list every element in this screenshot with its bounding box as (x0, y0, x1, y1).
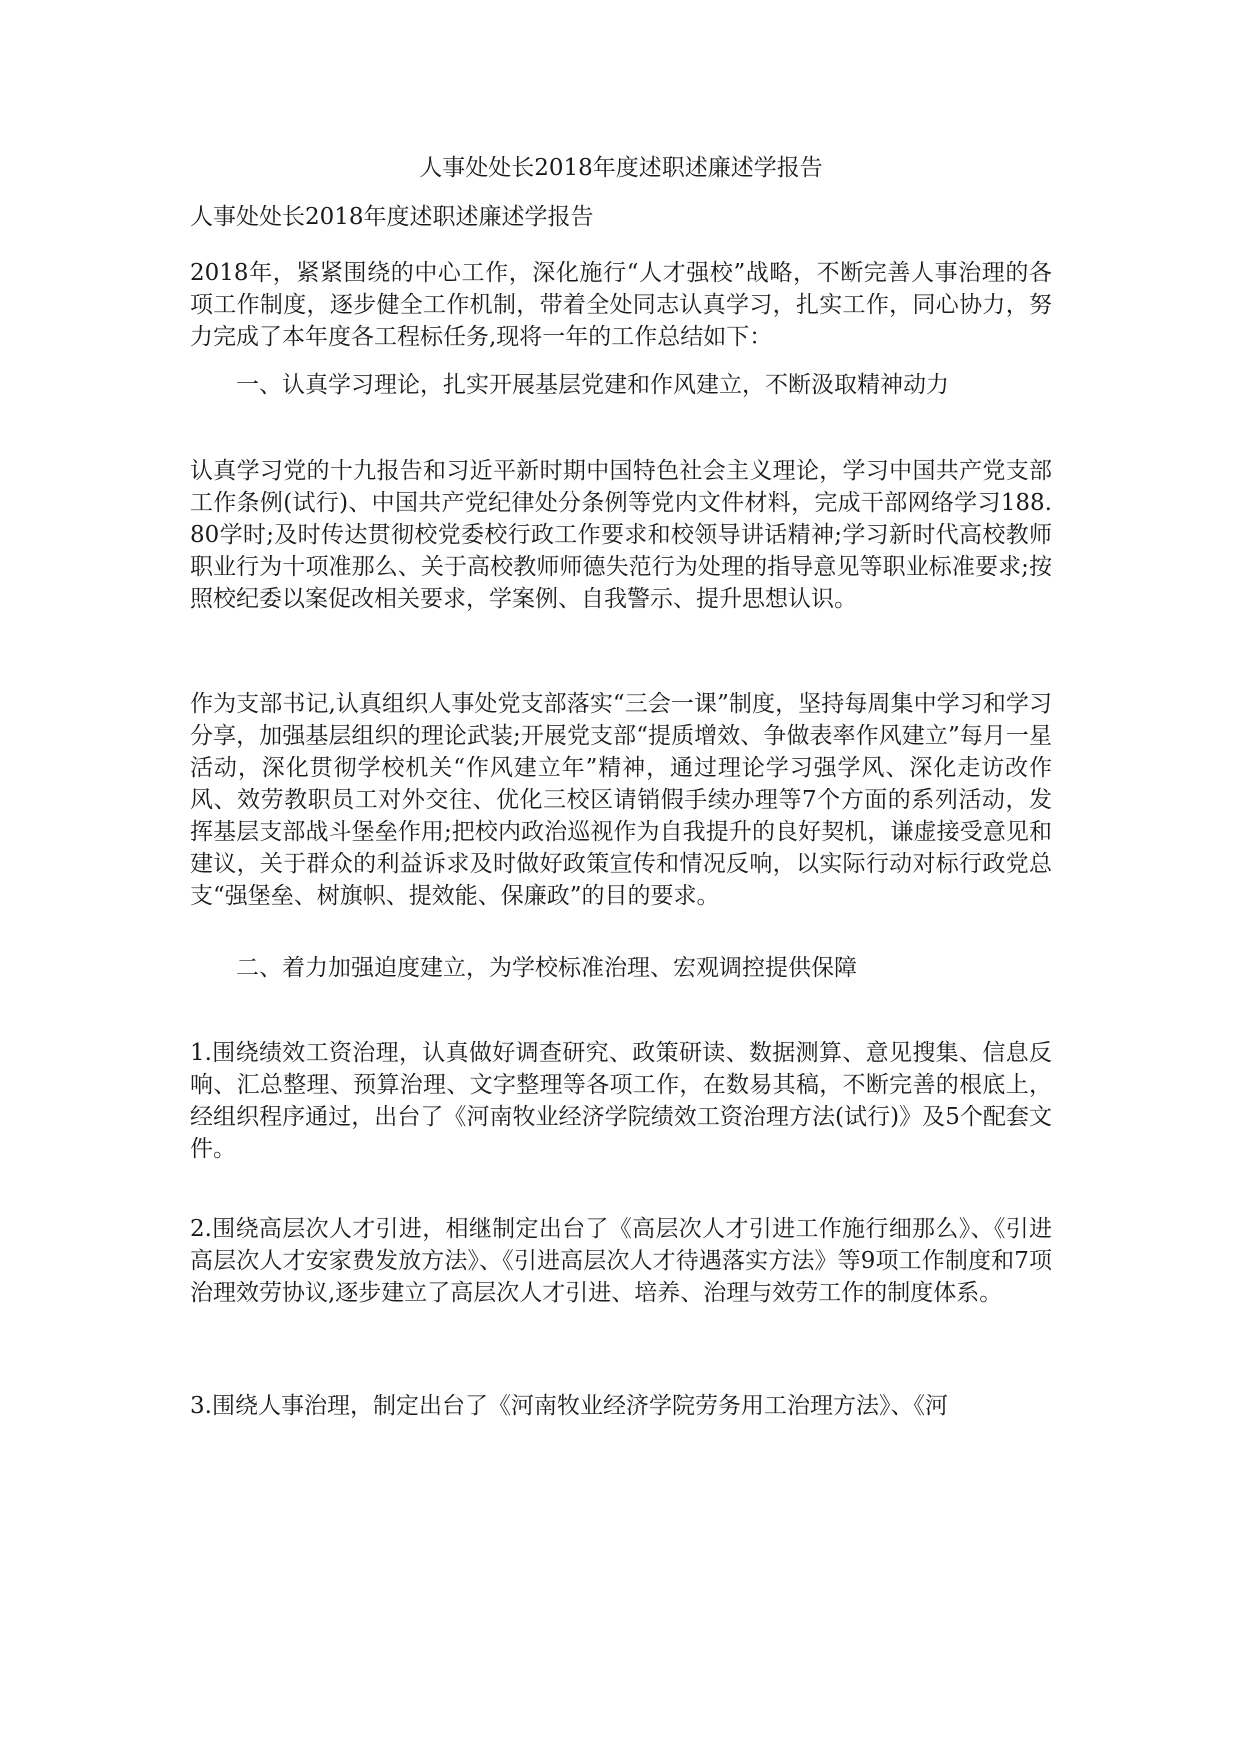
section1-paragraph-1: 认真学习党的十九报告和习近平新时期中国特色社会主义理论，学习中国共产党支部工作条例(试行)、中国共产党纪律处分条例等党内文件材料，完成干部网络学习188.80学时;及时传达贯彻校党委校行政工作要求和校领导讲话精神;学习新时代高校教师职业行为十项准那么、关于高校教师师德失范行为处理的指导意见等职业标准要求;按照校纪委以案促改相关要求，学案例、自我警示、提升思想认识。 (190, 458, 1052, 612)
section2-paragraph-1: 1.围绕绩效工资治理，认真做好调查研究、政策研读、数据测算、意见搜集、信息反响、汇总整理、预算治理、文字整理等各项工作，在数易其稿，不断完善的根底上，经组织程序通过，出台了《河南牧业经济学院绩效工资治理方法(试行)》及5个配套文件。 (190, 1040, 1052, 1162)
document-subtitle: 人事处处长2018年度述职述廉述学报告 (190, 204, 594, 230)
section1-paragraph-2: 作为支部书记,认真组织人事处党支部落实“三会一课”制度，坚持每周集中学习和学习分享，加强基层组织的理论武装;开展党支部“提质增效、争做表率作风建立”每月一星活动，深化贯彻学校机关“作风建立年”精神，通过理论学习强学风、深化走访改作风、效劳教职员工对外交往、优化三校区请销假手续办理等7个方面的系列活动，发挥基层支部战斗堡垒作用;把校内政治巡视作为自我提升的良好契机，谦虚接受意见和建议，关于群众的利益诉求及时做好政策宣传和情况反响，以实际行动对标行政党总支“强堡垒、树旗帜、提效能、保廉政”的目的要求。 (190, 691, 1052, 909)
section2-heading: 二、着力加强迫度建立，为学校标准治理、宏观调控提供保障 (236, 955, 857, 981)
section1-heading: 一、认真学习理论，扎实开展基层党建和作风建立，不断汲取精神动力 (236, 372, 949, 398)
section2-paragraph-2: 2.围绕高层次人才引进，相继制定出台了《高层次人才引进工作施行细那么》、《引进高层次人才安家费发放方法》、《引进高层次人才待遇落实方法》等9项工作制度和7项治理效劳协议,逐步建立了高层次人才引进、培养、治理与效劳工作的制度体系。 (190, 1216, 1052, 1306)
section2-paragraph-3: 3.围绕人事治理，制定出台了《河南牧业经济学院劳务用工治理方法》、《河 (190, 1393, 948, 1419)
document-title: 人事处处长2018年度述职述廉述学报告 (419, 155, 823, 181)
intro-paragraph: 2018年，紧紧围绕的中心工作，深化施行“人才强校”战略，不断完善人事治理的各项工作制度，逐步健全工作机制，带着全处同志认真学习，扎实工作，同心协力，努力完成了本年度各工程标任务,现将一年的工作总结如下： (190, 260, 1052, 350)
